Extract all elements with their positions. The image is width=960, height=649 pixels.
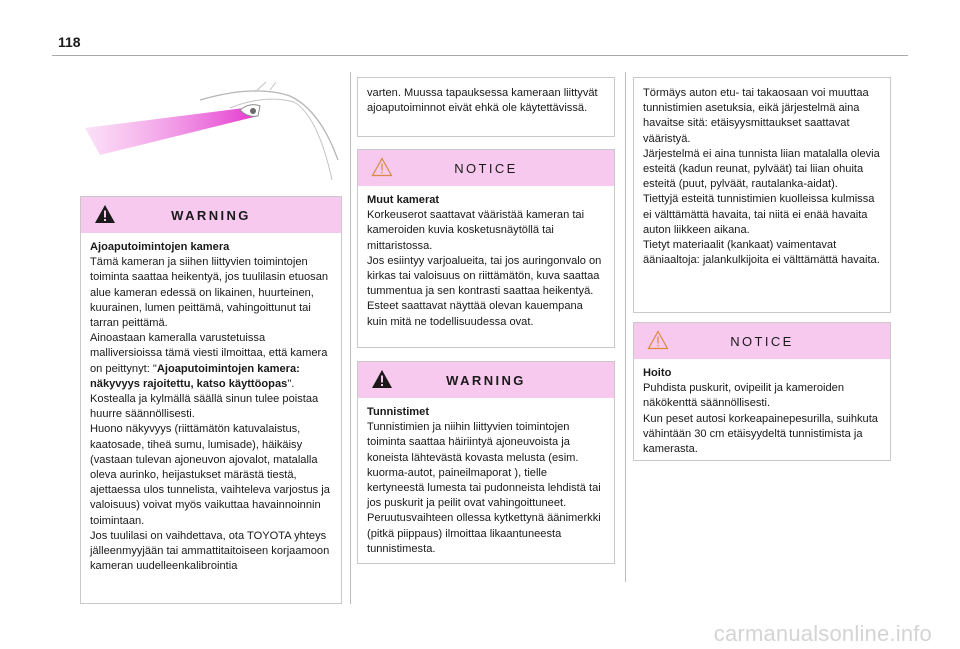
message-intro: Ainoastaan kameralla varustetuissa malliversioissa tämä viesti ilmoittaa, että kamera on peittynyt: " <box>90 332 328 375</box>
column-separator-1 <box>350 72 351 604</box>
warning-paragraph: Jos tuulilasi on vaihdettava, ota TOYOTA yhteys jälleenmyyjään tai ammattitaitoiseen korjaamoon kameran uudelleenkalibrointia <box>90 529 330 573</box>
warning-paragraph <box>90 331 331 392</box>
camera-message: Ajoaputoimintojen kamera: näkyvyys rajoitettu, katso käyttöopas <box>90 362 300 390</box>
warning-paragraph: Tämä kameran ja siihen liittyvien toimintojen toiminta saattaa heikentyä, jos tuulilasin etuosan alue kameran edessä on likainen, huurteinen, kuurainen, lumen peittämä, vahingoittunut tai tarran peittämä. <box>90 256 329 330</box>
notice-paragraph: Esteet saattavat näyttää olevan kauempana kuin mitä ne todellisuudessa ovat. <box>367 300 583 328</box>
continued-text-box <box>357 77 615 137</box>
column-separator-2 <box>625 72 626 582</box>
page-number: 118 <box>58 34 81 50</box>
warning-triangle-icon <box>94 204 116 224</box>
notice-paragraph: Korkeuserot saattavat vääristää kameran tai kameroiden kuvia kosketusnäytöllä tai mittaristossa. <box>367 209 585 252</box>
warning-paragraph: Tunnistimien ja niihin liittyvien toimintojen toiminta saattaa häiriintyä ajoneuvoista ja koneista lähtevästä kovasta melusta (esim. kuorma-autot, paineilmaporat ), tielle kertyneestä lumesta tai pudonneista lehdistä tai jos puskurit ja peilit ovat vahingoittuneet. <box>367 421 601 510</box>
notice-paragraph: Kun peset autosi korkeapainepesurilla, suihkuta vähintään 30 cm etäisyydeltä tunnistimista ja kamerasta. <box>643 412 878 456</box>
notice-header <box>634 323 890 359</box>
continued-paragraph: Törmäys auton etu- tai takaosaan voi muuttaa tunnistimien asetuksia, eikä järjestelmä aina havaitse sitä: etäisyysmittaukset saattavat vääristyä. <box>643 87 869 145</box>
warning-box-sensors <box>357 361 615 564</box>
warning-label: WARNING <box>446 372 526 388</box>
warning-title: Tunnistimet <box>367 406 430 418</box>
notice-label: NOTICE <box>730 333 794 349</box>
message-end: ". <box>287 377 295 390</box>
notice-title: Muut kamerat <box>367 194 440 206</box>
continued-paragraph: Tiettyjä esteitä tunnistimien kuolleissa kulmissa ei välttämättä havaita, tai niitä ei enää havaita auton liikkeen aikana. <box>643 193 875 236</box>
continued-paragraph: varten. Muussa tapauksessa kameraan liittyvät ajoaputoiminnot eivät ehkä ole käytettävissä. <box>367 87 598 115</box>
notice-box-maintenance <box>633 322 891 461</box>
top-rule <box>52 55 908 56</box>
warning-label: WARNING <box>171 207 251 223</box>
warning-triangle-icon <box>371 369 393 389</box>
warning-paragraph: Kostealla ja kylmällä säällä sinun tulee poistaa huurre säännöllisesti. <box>90 393 319 421</box>
notice-title: Hoito <box>643 367 672 379</box>
watermark: carmanualsonline.info <box>713 621 932 646</box>
notice-label: NOTICE <box>454 160 518 176</box>
continued-paragraph: Järjestelmä ei aina tunnista liian matalalla olevia esteitä (kadun reunat, pylväät) tai liian ohuita esteitä (puut, pylväät, rautalanka-aidat). <box>643 147 880 191</box>
notice-paragraph: Jos esiintyy varjoalueita, tai jos auringonvalo on kirkas tai valoisuus on riittämätön, kuva saattaa tummentua ja sen kontrasti saattaa heikentyä. <box>367 254 602 298</box>
notice-box-other-cameras <box>357 149 615 348</box>
notice-triangle-icon <box>371 157 393 177</box>
warning-header <box>358 362 614 398</box>
notice-header <box>358 150 614 186</box>
continued-sensor-box <box>633 77 891 313</box>
warning-paragraph: Huono näkyvyys (riittämätön katuvalaistus, kaatosade, tiheä sumu, lumisade), häikäisy (vastaan tulevan ajoneuvon ajovalot, matalalla oleva aurinko, heijastukset märästä tiestä, ajettaessa ulos tunnelista, vaihteleva varjostus ja valoisuus) voivat myös vaikuttaa havainnoinnin toimintaan. <box>90 423 330 527</box>
continued-paragraph: Tietyt materiaalit (kankaat) vaimentavat ääniaaltoja: jalankulkijoita ei välttämättä havaita. <box>643 239 880 267</box>
camera-beam-illustration <box>80 80 340 200</box>
warning-header <box>81 197 341 233</box>
notice-paragraph: Puhdista puskurit, ovipeilit ja kameroiden näkökenttä säännöllisesti. <box>643 382 845 410</box>
warning-box-camera <box>80 196 342 604</box>
notice-triangle-icon <box>647 330 669 350</box>
warning-title: Ajoaputoimintojen kamera <box>90 241 230 253</box>
warning-paragraph: Peruutusvaihteen ollessa kytkettynä äänimerkki (pitkä piippaus) ilmoittaa likaantuneesta tunnistimesta. <box>367 512 601 555</box>
